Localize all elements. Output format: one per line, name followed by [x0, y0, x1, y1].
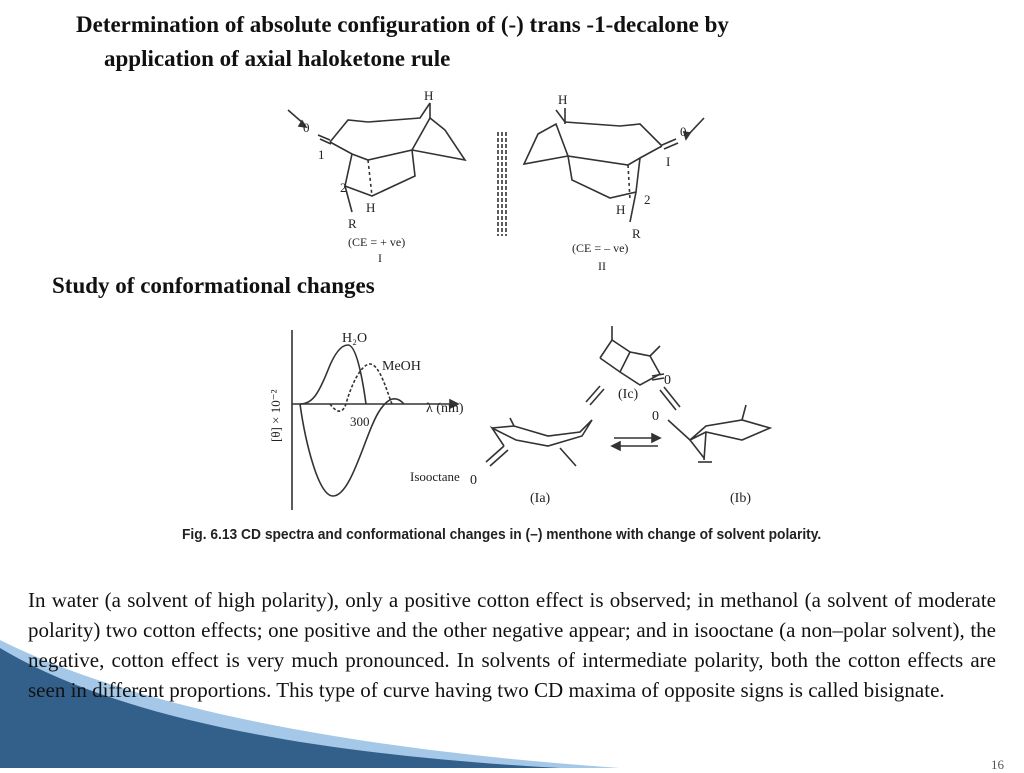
label-tick-300: 300: [350, 414, 370, 429]
label-o-ia: 0: [470, 473, 477, 488]
label-ic: (Ic): [618, 387, 639, 402]
label-c1-II: I: [666, 154, 671, 169]
label-ia: (Ia): [530, 491, 551, 506]
label-c2-I: 2: [340, 180, 347, 195]
label-c1-I: 1: [318, 147, 325, 162]
label-o-ic: 0: [664, 373, 671, 388]
label-ce-I: (CE = + ve): [348, 235, 406, 249]
body-paragraph: In water (a solvent of high polarity), only a positive cotton effect is observed; in methanol (a solvent of moderate polarity) two cotton effects; one positive and the other negative appear; and in isooctane (a non–polar solvent), the negative, cotton effect is very much pronounced. In solvents of intermediate polarity, both the cotton effects are seen in different proportions. This type of curve having two CD maxima of opposite signs is called bisignate.: [28, 588, 996, 702]
title-line-2: application of axial haloketone rule: [104, 46, 451, 71]
h2o-curve: [300, 345, 366, 404]
label-h2o: H₂O: [342, 331, 368, 346]
structure-I: [288, 103, 465, 212]
label-yaxis: [θ] × 10⁻²: [268, 389, 283, 442]
label-hbottom-I: H: [366, 200, 376, 215]
label-hbottom-II: H: [616, 202, 626, 217]
page-number: 16: [991, 757, 1004, 772]
structure-II: [524, 108, 704, 222]
label-htop-II: H: [558, 92, 568, 107]
label-o-ib: 0: [652, 409, 659, 424]
title-line-1: Determination of absolute configuration of (-) trans -1-decalone by: [76, 12, 729, 37]
label-meoh: MeOH: [382, 359, 421, 374]
label-isooctane: Isooctane: [410, 469, 460, 484]
section-subheading: Study of conformational changes: [52, 273, 375, 298]
label-structure-II: II: [598, 259, 606, 273]
label-r-II: R: [632, 226, 641, 241]
label-htop-I: H: [424, 88, 434, 103]
label-oxygen-I: 0: [303, 120, 310, 135]
label-xaxis: λ (nm): [426, 401, 464, 416]
label-ib: (Ib): [730, 491, 751, 506]
label-r-I: R: [348, 216, 357, 231]
label-c2-II: 2: [644, 192, 651, 207]
figure-caption: Fig. 6.13 CD spectra and conformational changes in (–) menthone with change of solvent polarity.: [182, 526, 822, 543]
label-ce-II: (CE = – ve): [572, 241, 629, 255]
label-oxygen-II: 0: [680, 124, 687, 139]
label-structure-I: I: [378, 251, 382, 265]
